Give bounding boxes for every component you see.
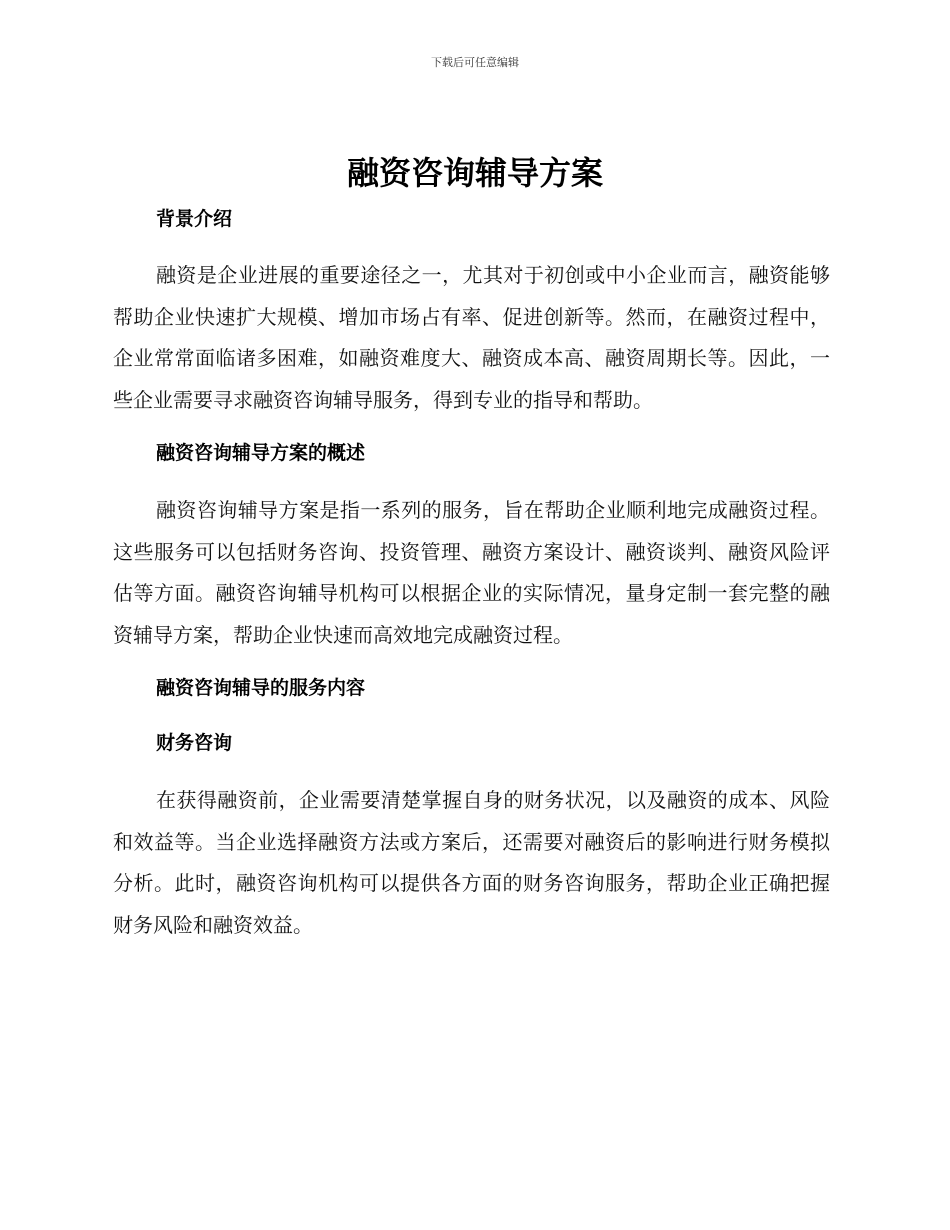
paragraph-overview: 融资咨询辅导方案是指一系列的服务，旨在帮助企业顺利地完成融资过程。这些服务可以包括财务咨询、投资管理、融资方案设计、融资谈判、融资风险评估等方面。融资咨询辅导机构可以根据企业的实际情况，量身定制一套完整的融资辅导方案，帮助企业快速而高效地完成融资过程。 [113, 498, 830, 647]
subsection-heading-financial: 财务咨询 [156, 732, 233, 754]
section-heading-services: 融资咨询辅导的服务内容 [156, 677, 366, 699]
header-note: 下载后可任意编辑 [431, 56, 519, 69]
section-heading-overview: 融资咨询辅导方案的概述 [156, 442, 366, 464]
paragraph-financial: 在获得融资前，企业需要清楚掌握自身的财务状况，以及融资的成本、风险和效益等。当企业选择融资方法或方案后，还需要对融资后的影响进行财务模拟分析。此时，融资咨询机构可以提供各方面的财务咨询服务，帮助企业正确把握财务风险和融资效益。 [113, 788, 830, 937]
section-heading-background: 背景介绍 [156, 208, 233, 230]
document-body [113, 204, 830, 946]
paragraph-background: 融资是企业进展的重要途径之一，尤其对于初创或中小企业而言，融资能够帮助企业快速扩大规模、增加市场占有率、促进创新等。然而，在融资过程中，企业常常面临诸多困难，如融资难度大、融资成本高、融资周期长等。因此，一些企业需要寻求融资咨询辅导服务，得到专业的指导和帮助。 [113, 263, 830, 412]
document-title: 融资咨询辅导方案 [346, 154, 603, 192]
